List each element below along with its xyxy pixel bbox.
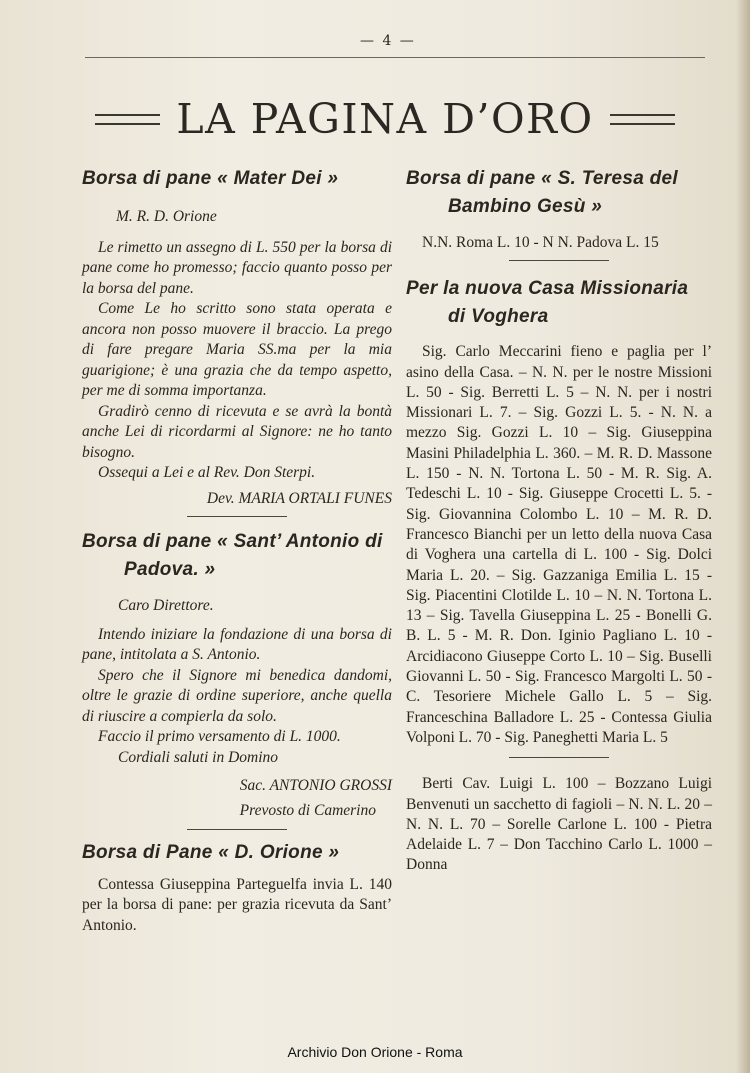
section-heading-d-orione: Borsa di Pane « D. Orione » <box>82 842 340 863</box>
page-edge-shadow <box>736 0 750 1073</box>
section-heading-mater-dei: Borsa di pane « Mater Dei » <box>82 168 339 189</box>
letter-signature: Dev. MARIA ORTALI FUNES <box>206 489 392 507</box>
letter-paragraph: Intendo iniziare la fondazione di una borsa di pane, intitolata a S. Antonio. <box>82 625 392 663</box>
section-divider <box>187 829 287 830</box>
title-left-ornament <box>95 114 160 125</box>
letter-paragraph: Faccio il primo versamento di L. 1000. <box>98 728 341 745</box>
heading-line: Borsa di pane « S. Teresa del <box>406 168 678 189</box>
letter-paragraph: Spero che il Signore mi benedica dandomi, oltre le grazie di ordine superiore, anche quella di riuscire a compierla da solo. <box>82 666 392 725</box>
donation-text: Contessa Giuseppina Parteguelfa invia L. 140 per la borsa di pane: per grazia ricevuta da Sant’ Antonio. <box>82 876 392 934</box>
donation-list: Berti Cav. Luigi L. 100 – Bozzano Luigi Benvenuti un sacchetto di fagioli – N. N. L. 20 – N. N. L. 70 – Sorelle Carlone L. 100 - Pietra Adelaide L. 7 – Don Tacchino Carlo L. 1000 – Donna <box>406 775 712 874</box>
page-number: — 4 — <box>360 33 416 49</box>
title-right-ornament <box>610 114 675 125</box>
letter-signature: Sac. ANTONIO GROSSI <box>239 777 392 794</box>
left-column <box>82 165 392 936</box>
page-title: LA PAGINA D’ORO <box>176 95 594 143</box>
section-divider <box>509 757 609 758</box>
heading-line: Bambino Gesù » <box>448 196 603 217</box>
section-heading-santa-teresa <box>406 165 712 221</box>
section-divider <box>187 516 287 517</box>
letter-paragraph: Gradirò cenno di ricevuta e se avrà la bontà anche Lei di ricordarmi al Signore: ne ho tanto bisogno. <box>82 402 392 461</box>
right-column <box>406 165 712 876</box>
section-heading-sant-antonio <box>82 528 392 584</box>
letter-paragraph: Ossequi a Lei e al Rev. Don Sterpi. <box>98 464 316 481</box>
donation-text: N.N. Roma L. 10 - N N. Padova L. 15 <box>422 234 659 251</box>
letter-addressee: M. R. D. Orione <box>116 208 217 225</box>
heading-line: Padova. » <box>124 559 216 580</box>
heading-line: Borsa di pane « Sant’ Antonio di <box>82 531 383 552</box>
section-heading-casa-missionaria <box>406 275 712 331</box>
title-banner <box>95 93 675 145</box>
archive-footer: Archivio Don Orione - Roma <box>287 1044 463 1060</box>
section-divider <box>509 260 609 261</box>
heading-line: di Voghera <box>448 306 549 328</box>
letter-salutation: Caro Direttore. <box>118 597 214 614</box>
heading-line: Per la nuova Casa Missionaria <box>406 278 689 300</box>
header-rule <box>85 57 705 58</box>
signature-title: Prevosto di Camerino <box>239 801 376 819</box>
letter-closing: Cordiali saluti in Domino <box>118 748 279 766</box>
donation-list: Sig. Carlo Meccarini fieno e paglia per l’ asino della Casa. – N. N. per le nostre Missioni L. 50 - Sig. Berretti L. 5 – N. N. per i nostri Missionari L. 7. – Sig. Gozzi L. 5. - N. N. a mezzo Sig. Gozzi L. 10 – Sig. Giuseppina Masini Philadelphia L. 360. – M. R. D. Massone L. 150 - N. N. Tortona L. 50 - M. R. Sig. A. Tedeschi L. 10 - Sig. Giuseppe Crocetti L. 5. - Sig. Giovannina Colombo L. 10 – M. R. D. Francesco Bianchi per un letto della nuova Casa di Voghera una cartella di L. 100 - Sig. Dolci Maria L. 20. – Sig. Gazzaniga Emilia L. 15 - Sig. Piacentini Clotilde L. 10 – N. N. Tortona L. 13 – Sig. Tavella Giuseppina L. 25 - Bonelli G. B. L. 5 - M. R. Don. Iginio Pagliano L. 10 - Arcidiacono Giuseppe Corto L. 10 – Sig. Buselli Giovanni L. 50 - Sig. Francesco Margolti L. 50 - C. Tesoriere Michele Gallo L. 5 – Sig. Franceschina Balladore L. 25 - Contessa Giulia Volponi L. 70 - Sig. Paneghetti Maria L. 5 <box>406 343 712 746</box>
letter-paragraph: Le rimetto un assegno di L. 550 per la borsa di pane come ho promesso; faccio quanto posso per la borsa del pane. <box>82 238 392 297</box>
letter-paragraph: Come Le ho scritto sono stata operata e ancora non posso muovere il braccio. La prego di fare pregare Maria SS.ma per la mia guarigione; è una grazia che da tempo aspetto, per me di somma importanza. <box>82 300 392 399</box>
